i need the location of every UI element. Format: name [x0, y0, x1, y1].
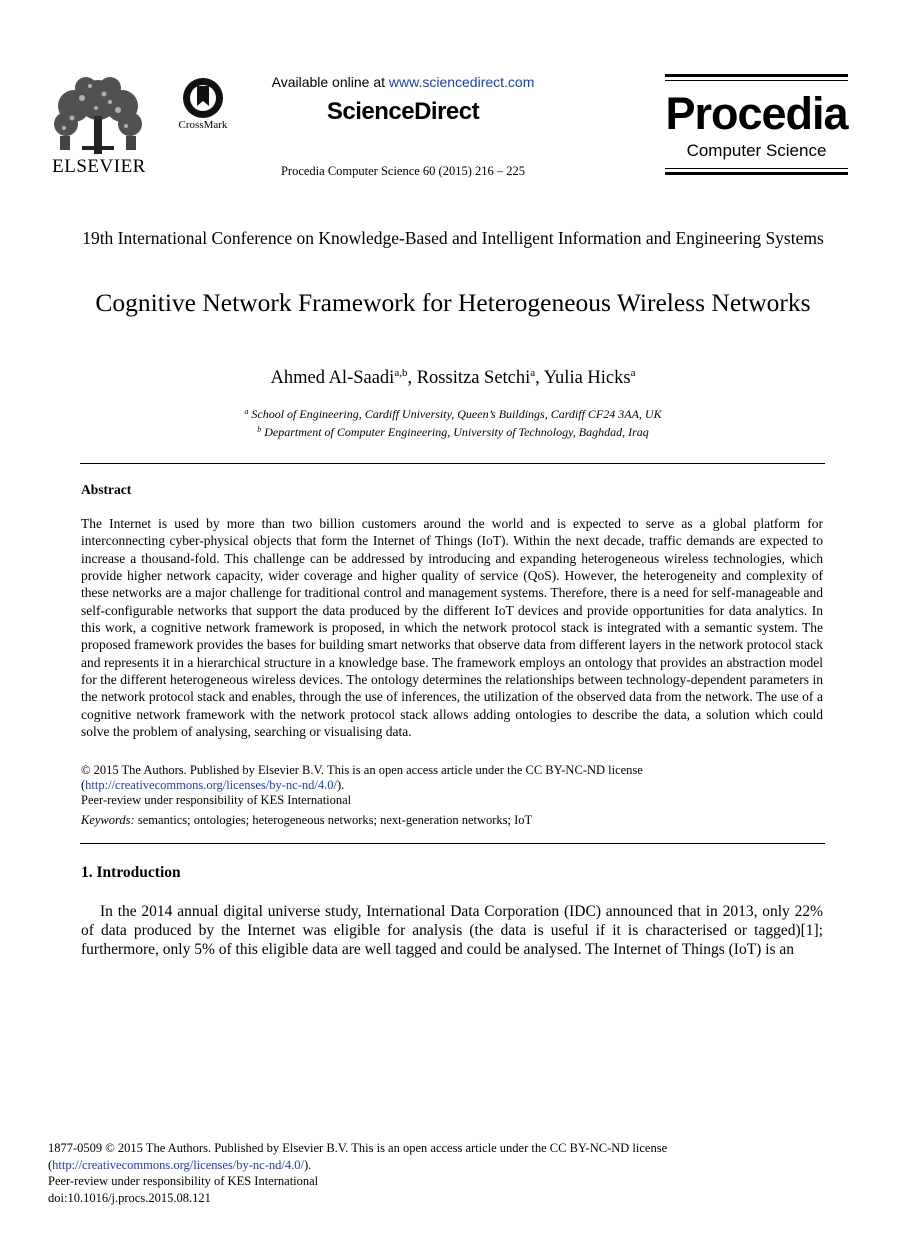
license-line [81, 778, 823, 793]
author-affil-mark: a,b [394, 367, 408, 379]
footer-license-close: ). [303, 1157, 312, 1172]
footer-peer-review: Peer-review under responsibility of KES International [48, 1174, 319, 1188]
sciencedirect-logo: ScienceDirect [326, 98, 480, 125]
crossmark-label: CrossMark [178, 119, 228, 131]
copyright-line: © 2015 The Authors. Published by Elsevier B.V. This is an open access article under the CC BY-NC-ND license [81, 763, 643, 777]
procedia-subtitle: Computer Science [686, 141, 827, 160]
keywords-label: Keywords: [81, 813, 135, 827]
keywords-line [81, 813, 823, 828]
affiliations [80, 404, 826, 440]
procedia-bottom-rule [665, 172, 848, 175]
author-affil-mark: a [630, 367, 636, 379]
affiliation-line [80, 404, 826, 422]
affiliation-text: Department of Computer Engineering, University of Technology, Baghdad, Iraq [261, 425, 649, 439]
conference-name: 19th International Conference on Knowledge-Based and Intelligent Information and Engineering Systems [82, 228, 824, 248]
abstract-top-divider [80, 463, 825, 464]
abstract-bottom-divider [80, 843, 825, 844]
author-name: Yulia Hicks [543, 368, 631, 388]
license-open-paren: ( [81, 778, 86, 792]
author-separator: , [535, 368, 544, 388]
page-footer [48, 1140, 808, 1206]
introduction-text: In the 2014 annual digital universe study, International Data Corporation (IDC) announced that in 2013, only 22% of data produced by the Internet was eligible for analysis (the data is useful if it is characterised or tagged)[1]; furthermore, only 5% of this eligible data are well tagged and could be analysed. The Internet of Things (IoT) is an [81, 903, 823, 958]
footer-issn-line: 1877-0509 © 2015 The Authors. Published by Elsevier B.V. This is an open access article under the CC BY-NC-ND license [48, 1141, 668, 1155]
author-list [80, 367, 826, 389]
footer-license-link[interactable]: http://creativecommons.org/licenses/by-nc-nd/4.0/ [52, 1157, 304, 1172]
author-affil-mark: a [530, 367, 536, 379]
author-separator: , [407, 368, 417, 388]
license-close-paren: ). [336, 778, 345, 792]
footer-license-line [48, 1157, 808, 1174]
journal-reference: Procedia Computer Science 60 (2015) 216 – 225 [280, 164, 526, 178]
elsevier-tree-logo [52, 76, 144, 154]
paper-title: Cognitive Network Framework for Heterogeneous Wireless Networks [95, 288, 811, 317]
procedia-brand: Procedia [665, 88, 848, 139]
footer-doi[interactable]: doi:10.1016/j.procs.2015.08.121 [48, 1190, 211, 1205]
introduction-heading: 1. Introduction [81, 864, 181, 881]
author-name: Rossitza Setchi [416, 368, 531, 388]
available-online-line [180, 74, 626, 90]
license-link[interactable]: http://creativecommons.org/licenses/by-nc-nd/4.0/ [85, 778, 337, 792]
procedia-top-thin-rule [665, 80, 848, 81]
procedia-top-rule [665, 74, 848, 77]
keywords-list: semantics; ontologies; heterogeneous networks; next-generation networks; IoT [134, 813, 533, 827]
abstract-copyright [81, 763, 823, 808]
affiliation-line [80, 422, 826, 440]
peer-review-line: Peer-review under responsibility of KES International [81, 793, 352, 807]
procedia-bottom-thin-rule [665, 168, 848, 169]
sciencedirect-link[interactable]: www.sciencedirect.com [388, 74, 535, 90]
abstract-text: The Internet is used by more than two billion customers around the world and is expected to serve as a global platform for interconnecting cyber-physical objects that form the Internet of Things (IoT). Within the next decade, traffic demands are expected to increase a thousand-fold. This challenge can be addressed by introducing and expanding heterogeneous wireless technologies, which provide higher network capacity, wider coverage and higher quality of service (QoS). However, the heterogeneity and complexity of these networks are a major challenge for traditional control and management systems. Therefore, there is a need for self-manageable and self-configurable networks that support the data produced by the different IoT devices and provide opportunities for data analytics. In this work, a cognitive network framework is proposed, in which the network protocol stack is integrated with a semantic system. The proposed framework provides the bases for building smart networks that observe data from different layers in the network protocol stack and represents it in a hierarchical structure in a knowledge base. The framework employs an ontology that provides an abstraction model for the different heterogeneous wireless devices. The ontology determines the relationships between technology-dependent parameters in the network protocol stack and enables, through the use of inferences, the utilization of the observed data from the network. The use of a cognitive network framework with the network protocol stack allows adding ontologies to describe the data, a solution which could solve the problem of analysing, searching or visualising data. [81, 516, 823, 740]
available-online-prefix: Available online at [271, 74, 389, 90]
affiliation-mark: a [244, 407, 249, 416]
abstract-heading: Abstract [81, 482, 132, 497]
author-name: Ahmed Al-Saadi [270, 368, 395, 388]
footer-license-open: ( [48, 1157, 53, 1172]
affiliation-mark: b [257, 425, 262, 434]
affiliation-text: School of Engineering, Cardiff University, Queen’s Buildings, Cardiff CF24 3AA, UK [248, 407, 662, 421]
procedia-logo [665, 74, 848, 176]
elsevier-logo-text: ELSEVIER [52, 156, 146, 177]
